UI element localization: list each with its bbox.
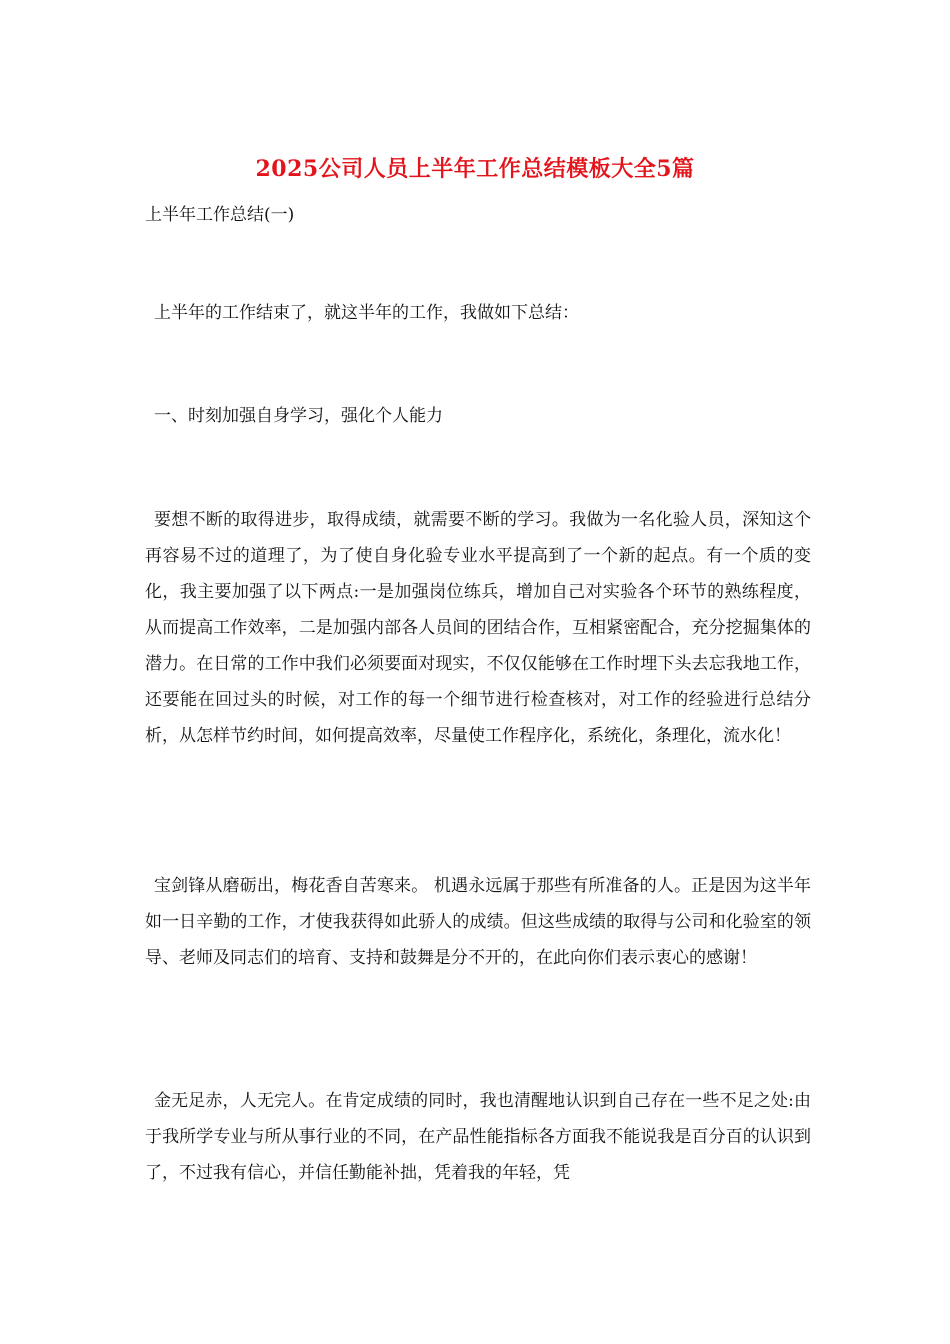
paragraph-body: 金无足赤，人无完人。在肯定成绩的同时，我也清醒地认识到自己存在一些不足之处:由于我所学专业与所从事行业的不同，在产品性能指标各方面我不能说我是百分百的认识到了，不过我有信心，并信任勤能补拙，凭着我的年轻，凭	[145, 1091, 811, 1183]
section-subtitle: 上半年工作总结(一)	[145, 205, 295, 225]
paragraph-body: 宝剑锋从磨砺出，梅花香自苦寒来。 机遇永远属于那些有所准备的人。正是因为这半年如一日辛勤的工作，才使我获得如此骄人的成绩。但这些成绩的取得与公司和化验室的领导、老师及同志们的培育、支持和鼓舞是分不开的，在此向你们表示衷心的感谢！	[145, 876, 811, 968]
document-title: 2025公司人员上半年工作总结模板大全5篇	[255, 156, 695, 182]
paragraph-body: 要想不断的取得进步，取得成绩，就需要不断的学习。我做为一名化验人员，深知这个再容易不过的道理了，为了使自身化验专业水平提高到了一个新的起点。有一个质的变化，我主要加强了以下两点:一是加强岗位练兵，增加自己对实验各个环节的熟练程度，从而提高工作效率，二是加强内部各人员间的团结合作，互相紧密配合，充分挖掘集体的潜力。在日常的工作中我们必须要面对现实，不仅仅能够在工作时埋下头去忘我地工作，还要能在回过头的时候，对工作的每一个细节进行检查核对，对工作的经验进行总结分析，从怎样节约时间，如何提高效率，尽量使工作程序化，系统化，条理化，流水化！	[145, 510, 811, 746]
paragraph-intro: 上半年的工作结束了，就这半年的工作，我做如下总结：	[154, 303, 579, 323]
section-heading: 一、时刻加强自身学习，强化个人能力	[154, 406, 443, 426]
